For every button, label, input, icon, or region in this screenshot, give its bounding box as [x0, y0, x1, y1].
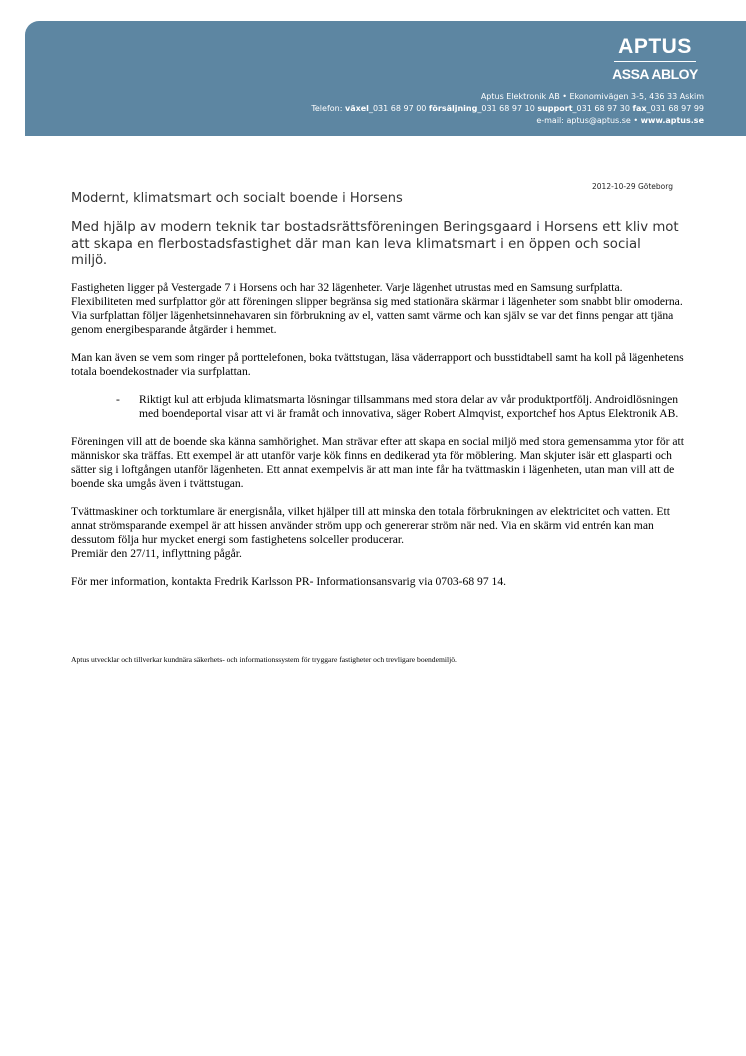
energy-paragraph — [71, 505, 686, 561]
page-title: Modernt, klimatsmart och socialt boende i Horsens — [71, 191, 403, 206]
paragraph: Man kan även se vem som ringer på porttelefonen, boka tvättstugan, läsa väderrapport och busstidtabell samt ha koll på lägenhetens totala boendekostnader via surfplattan. — [71, 351, 684, 378]
premiere-text: Premiär den 27/11, inflyttning pågår. — [71, 547, 242, 560]
quote-dash: - — [116, 393, 120, 406]
email-text: e-mail: aptus@aptus.se • — [536, 116, 641, 125]
logo-assa-abloy-text: ASSA ABLOY — [612, 66, 698, 82]
website-link[interactable]: www.aptus.se — [640, 116, 704, 125]
vaxel-label: växel — [344, 104, 369, 113]
contact-paragraph: För mer information, kontakta Fredrik Karlsson PR- Informationsansvarig via 0703-68 97 14. — [71, 575, 507, 588]
logo-divider — [614, 61, 696, 62]
article-body — [71, 281, 686, 603]
email-line — [311, 115, 704, 127]
phone-line — [311, 103, 704, 115]
logo-aptus-text: APTUS — [618, 35, 692, 58]
fax-number: _031 68 97 99 — [646, 104, 704, 113]
lead-paragraph: Med hjälp av modern teknik tar bostadsrättsföreningen Beringsgaard i Horsens ett kliv mot att skapa en flerbostadsfastighet där man kan leva klimatsmart i en öppen och social miljö. — [71, 220, 679, 268]
aptus-assa-abloy-logo — [610, 35, 700, 82]
vaxel-number: _031 68 97 00 — [368, 104, 429, 113]
date-place: 2012-10-29 Göteborg — [592, 182, 673, 191]
forsaljning-label: försäljning — [428, 104, 478, 113]
contact-block — [311, 91, 704, 127]
support-number: _031 68 97 30 — [572, 104, 633, 113]
paragraph: Fastigheten ligger på Vestergade 7 i Horsens och har 32 lägenheter. Varje lägenhet utrustas med en Samsung surfplatta. Flexibiliteten med surfplattor gör att föreningen slipper begränsa sig med stationära skärmar i lägenheter som snabbt blir omoderna. Via surfplattan följer lägenhetsinnehavaren sin förbrukning av el, vatten samt värme och kan själv se var det finns pengar att tjäna genom energibesparande åtgärder i hemmet. — [71, 281, 683, 336]
quote-block — [71, 393, 686, 421]
fax-label: fax — [632, 104, 647, 113]
quote-text: Riktigt kul att erbjuda klimatsmarta lösningar tillsammans med stora delar av vår produktportfölj. Androidlösningen med boendeportal visar att vi är framåt och innovativa, säger Robert Almqvist, exportchef hos Aptus Elektronik AB. — [139, 393, 679, 420]
phone-prefix: Telefon: — [311, 104, 345, 113]
company-boilerplate: Aptus utvecklar och tillverkar kundnära säkerhets- och informationssystem för tryggare fastigheter och trevligare boendemiljö. — [71, 655, 457, 664]
support-label: support — [537, 104, 573, 113]
company-address: Aptus Elektronik AB • Ekonomivägen 3-5, 436 33 Askim — [480, 92, 704, 101]
paragraph: Föreningen vill att de boende ska känna samhörighet. Man strävar efter att skapa en social miljö med stora gemensamma ytor för att människor ska träffas. Ett exempel är att utanför varje kök finns en dedikerad yta för möblering. Man skjuter isär ett glasparti och sätter sig i loftgången utanför lägenheten. Ett annat exempelvis är att man inte får ha tvättmaskin i lägenheten, utan man vill att de boende ska umgås även i tvättstugan. — [71, 435, 684, 490]
forsaljning-number: _031 68 97 10 — [477, 104, 538, 113]
energy-text: Tvättmaskiner och torktumlare är energisnåla, vilket hjälper till att minska den totala förbrukningen av elektricitet och vatten. Ett annat strömsparande exempel är att hissen använder ström upp och genererar ström när ned. Via en skärm vid entrén kan man dessutom följa hur mycket energi som fastighetens solceller producerar. — [71, 505, 670, 546]
letterhead-banner — [25, 21, 746, 136]
